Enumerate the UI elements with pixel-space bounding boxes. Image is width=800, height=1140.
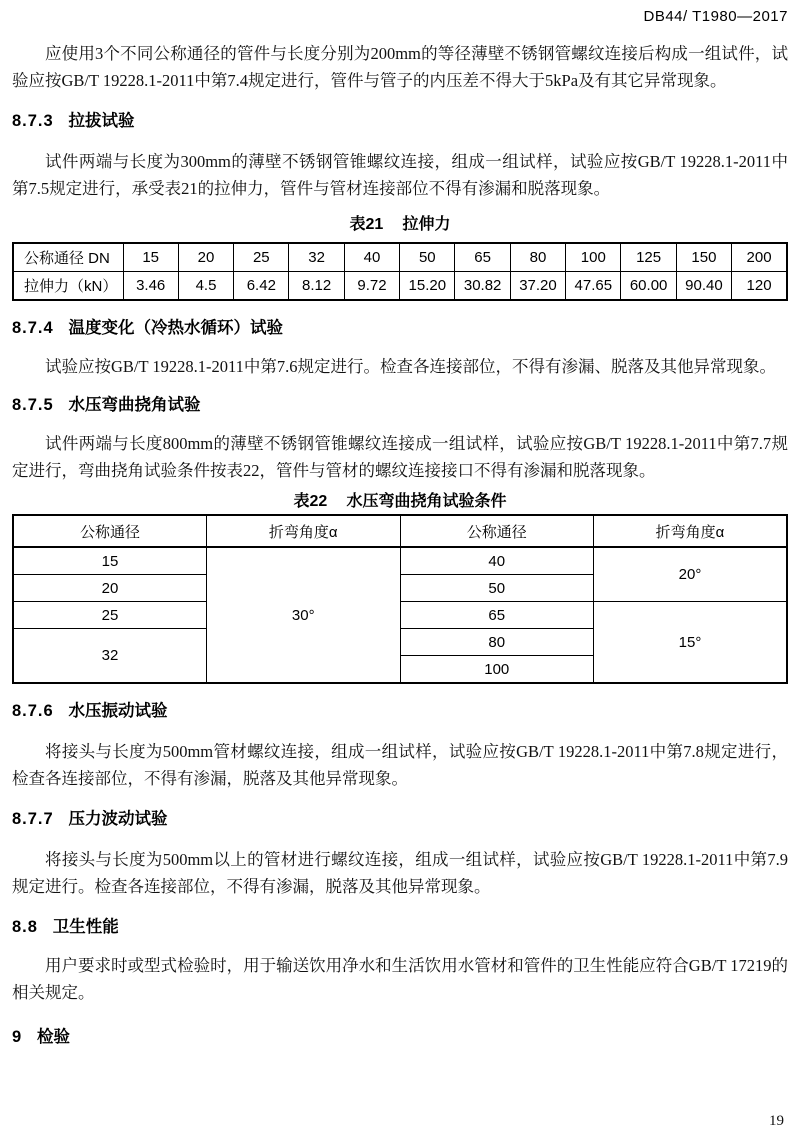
section-number: 8.7.4 — [12, 319, 54, 337]
table-21-caption — [12, 214, 788, 236]
table-row-dn — [13, 243, 787, 272]
table-cell-right-angle-top: 20° — [594, 547, 788, 602]
section-number: 8.8 — [12, 918, 38, 936]
section-heading-8-7-7 — [12, 808, 788, 830]
table-cell: 40 — [400, 547, 594, 575]
row-header-force: 拉伸力（kN） — [13, 272, 123, 301]
column-header: 折弯角度α — [207, 515, 401, 547]
table-cell: 47.65 — [566, 272, 621, 301]
table-cell: 50 — [400, 243, 455, 272]
table-cell: 4.5 — [178, 272, 233, 301]
paragraph-8-8: 用户要求时或型式检验时，用于输送饮用净水和生活饮用水管材和管件的卫生性能应符合GB/T 17219的相关规定。 — [12, 956, 788, 1002]
table-cell: 90.40 — [676, 272, 731, 301]
section-title: 拉拔试验 — [68, 112, 135, 130]
table-cell-left-angle: 30° — [207, 547, 401, 683]
standard-code-header: DB44/ T1980—2017 — [643, 8, 788, 25]
table-cell: 25 — [234, 243, 289, 272]
table-22-caption-label: 表22 — [293, 493, 328, 510]
table-cell: 15 — [123, 243, 178, 272]
section-heading-9 — [12, 1026, 788, 1048]
table-cell: 9.72 — [344, 272, 399, 301]
column-header: 公称通径 — [13, 515, 207, 547]
table-cell: 15.20 — [400, 272, 455, 301]
section-title: 卫生性能 — [52, 918, 119, 936]
paragraph-intro: 应使用3个不同公称通径的管件与长度分别为200mm的等径薄壁不锈钢管螺纹连接后构成一组试件，试验应按GB/T 19228.1-2011中第7.4规定进行，管件与管子的内压差不得大于5kPa及有其它异常现象。 — [12, 44, 788, 90]
row-header-dn: 公称通径 DN — [13, 243, 123, 272]
table-cell: 40 — [344, 243, 399, 272]
paragraph-8-7-6: 将接头与长度为500mm管材螺纹连接，组成一组试样，试验应按GB/T 19228.1-2011中第7.8规定进行，检查各连接部位，不得有渗漏，脱落及其他异常现象。 — [12, 742, 788, 788]
section-title: 水压弯曲挠角试验 — [68, 396, 201, 414]
section-number: 8.7.7 — [12, 810, 54, 828]
table-cell: 100 — [566, 243, 621, 272]
column-header: 公称通径 — [400, 515, 594, 547]
table-header-row — [13, 515, 787, 547]
section-heading-8-7-3 — [12, 110, 788, 132]
table-22-caption-title: 水压弯曲挠角试验条件 — [346, 493, 507, 510]
table-22-caption — [12, 492, 788, 512]
table-cell: 6.42 — [234, 272, 289, 301]
table-cell: 20 — [13, 575, 207, 602]
table-21-tensile-force — [12, 242, 788, 301]
table-cell: 30.82 — [455, 272, 510, 301]
table-cell: 80 — [400, 629, 594, 656]
section-title: 压力波动试验 — [68, 810, 168, 828]
column-header: 折弯角度α — [594, 515, 788, 547]
table-cell: 3.46 — [123, 272, 178, 301]
table-cell: 32 — [13, 629, 207, 684]
table-cell: 120 — [732, 272, 787, 301]
section-heading-8-8 — [12, 916, 788, 938]
table-cell: 200 — [732, 243, 787, 272]
table-21-caption-title: 拉伸力 — [402, 216, 451, 233]
table-cell: 80 — [510, 243, 565, 272]
table-cell: 60.00 — [621, 272, 676, 301]
table-cell: 37.20 — [510, 272, 565, 301]
section-number: 9 — [12, 1028, 23, 1046]
paragraph-8-7-3: 试件两端与长度为300mm的薄壁不锈钢管锥螺纹连接，组成一组试样，试验应按GB/T 19228.1-2011中第7.5规定进行，承受表21的拉伸力，管件与管材连接部位不得有渗漏和脱落现象。 — [12, 152, 788, 198]
table-22-bend-angle-conditions — [12, 514, 788, 684]
section-heading-8-7-5 — [12, 394, 788, 416]
page-number: 19 — [769, 1113, 784, 1129]
paragraph-8-7-5: 试件两端与长度800mm的薄壁不锈钢管锥螺纹连接成一组试样，试验应按GB/T 19228.1-2011中第7.7规定进行，弯曲挠角试验条件按表22，管件与管材的螺纹连接接口不得有渗漏和脱落现象。 — [12, 434, 788, 480]
table-cell: 32 — [289, 243, 344, 272]
table-row — [13, 547, 787, 575]
table-cell: 65 — [400, 602, 594, 629]
section-heading-8-7-4 — [12, 317, 788, 339]
table-cell: 100 — [400, 656, 594, 684]
paragraph-8-7-7: 将接头与长度为500mm以上的管材进行螺纹连接，组成一组试样，试验应按GB/T 19228.1-2011中第7.9规定进行。检查各连接部位，不得有渗漏，脱落及其他异常现象。 — [12, 850, 788, 896]
table-cell: 150 — [676, 243, 731, 272]
table-cell: 125 — [621, 243, 676, 272]
table-row — [13, 602, 787, 629]
section-title: 水压振动试验 — [68, 702, 168, 720]
section-heading-8-7-6 — [12, 700, 788, 722]
section-title: 温度变化（冷热水循环）试验 — [68, 319, 284, 337]
section-title: 检验 — [37, 1028, 71, 1046]
section-number: 8.7.6 — [12, 702, 54, 720]
table-cell-right-angle-bottom: 15° — [594, 602, 788, 684]
table-row-force — [13, 272, 787, 301]
paragraph-8-7-4: 试验应按GB/T 19228.1-2011中第7.6规定进行。检查各连接部位，不得有渗漏、脱落及其他异常现象。 — [45, 357, 777, 376]
table-cell: 15 — [13, 547, 207, 575]
table-cell: 20 — [178, 243, 233, 272]
table-21-caption-label: 表21 — [349, 216, 384, 233]
section-number: 8.7.3 — [12, 112, 54, 130]
table-cell: 25 — [13, 602, 207, 629]
table-cell: 65 — [455, 243, 510, 272]
section-number: 8.7.5 — [12, 396, 54, 414]
table-cell: 8.12 — [289, 272, 344, 301]
table-cell: 50 — [400, 575, 594, 602]
